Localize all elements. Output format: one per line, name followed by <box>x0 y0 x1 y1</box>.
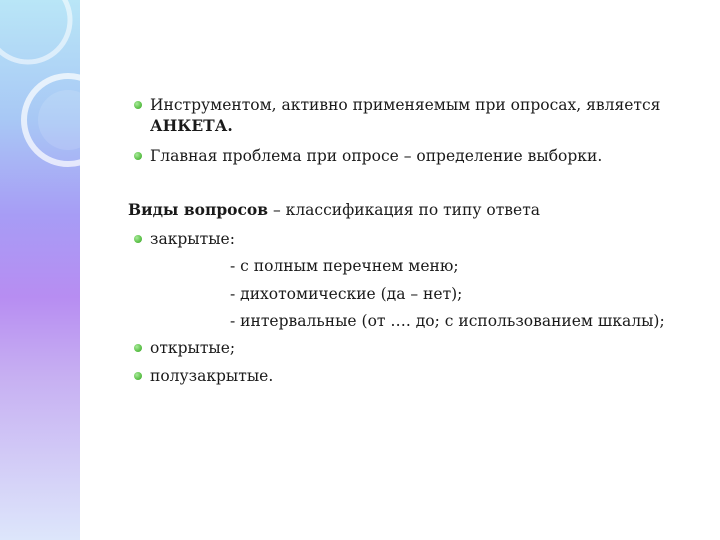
bullet-icon <box>134 344 142 352</box>
bullet-icon <box>134 152 142 160</box>
bullet-icon <box>134 372 142 380</box>
bullet-icon <box>134 235 142 243</box>
bullet-text-continued: АНКЕТА. <box>150 116 233 135</box>
section-heading <box>128 200 540 220</box>
subitem: - дихотомические (да – нет); <box>230 285 463 303</box>
bullet-text-open: открытые; <box>150 339 236 357</box>
bullet-text-semiclosed: полузакрытые. <box>150 367 274 385</box>
bullet-icon <box>134 101 142 109</box>
heading-bold: Виды вопросов <box>128 200 269 219</box>
bullet-text-closed: закрытые: <box>150 230 235 248</box>
subitem: - с полным перечнем меню; <box>230 257 459 275</box>
bullet-text: Главная проблема при опросе – определение выборки. <box>150 147 603 165</box>
bullet-text: Инструментом, активно применяемым при опросах, является <box>150 96 661 114</box>
heading-rest: – классификация по типу ответа <box>268 201 541 219</box>
subitem: - интервальные (от …. до; с использованием шкалы); <box>230 312 665 330</box>
